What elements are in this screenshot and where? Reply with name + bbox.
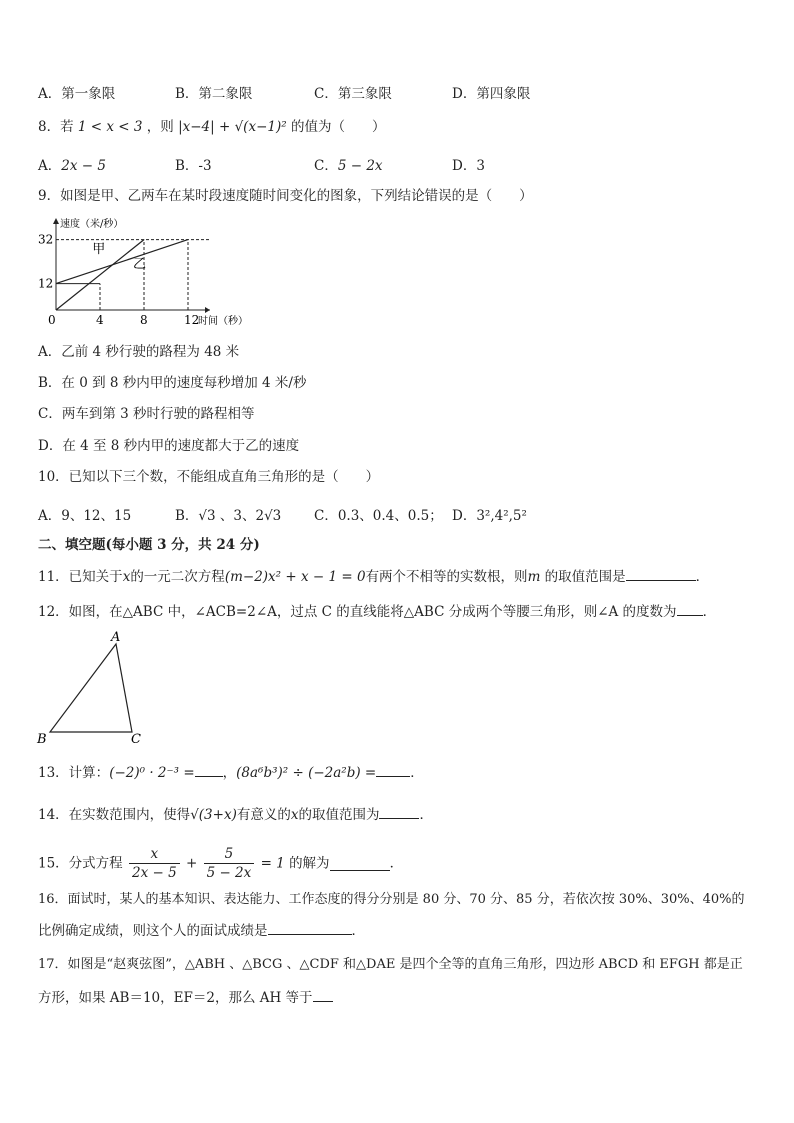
question-15 xyxy=(38,845,403,882)
y-axis-arrow xyxy=(53,218,59,224)
q10-option-d-value: 3²,4²,5² xyxy=(476,508,527,524)
q10-option-d xyxy=(452,504,527,524)
chart-series xyxy=(56,240,188,310)
q11-text-d: 的取值范围是 xyxy=(544,569,626,585)
question-16-line-1: 16．面试时，某人的基本知识、表达能力、工作态度的得分分别是 80 分、70 分、85 分，若依次按 30%、30%、40%的 xyxy=(38,892,745,907)
vertex-a-label: A xyxy=(111,630,121,645)
q10-option-d-label: D． xyxy=(452,508,477,524)
q14-end: ． xyxy=(419,807,433,823)
q8-prefix: 8．若 xyxy=(38,119,74,135)
question-9-stem: 9．如图是甲、乙两车在某时段速度随时间变化的图象，下列结论错误的是（ ） xyxy=(38,188,533,204)
q8-suffix: 的值为（ ） xyxy=(290,119,386,135)
series-label-1: 乙 xyxy=(133,257,147,273)
q17-text: 方形，如果 AB＝10，EF＝2，那么 AH 等于 xyxy=(38,990,313,1006)
q9-option-b: B．在 0 到 8 秒内甲的速度每秒增加 4 米/秒 xyxy=(38,375,307,391)
x-axis-arrow xyxy=(205,307,210,313)
vertex-c-label: C xyxy=(131,732,141,747)
q13-label: 13．计算： xyxy=(38,765,110,781)
q13-expression-2: (8a⁶b³)² ÷ (−2a²b) = xyxy=(236,765,377,781)
series-label-0: 甲 xyxy=(92,241,106,257)
q8-option-c-value: 5 − 2x xyxy=(337,158,383,174)
question-8 xyxy=(38,117,385,137)
q9-option-a: A．乙前 4 秒行驶的路程为 48 米 xyxy=(38,344,240,360)
q8-option-a-value: 2x − 5 xyxy=(61,158,106,174)
question-16-line-2 xyxy=(38,920,365,941)
q15-plus: + xyxy=(185,855,198,872)
q11-text-b: 的一元二次方程 xyxy=(130,569,225,585)
question-14 xyxy=(38,804,433,825)
q14-text-c: 的取值范围为 xyxy=(298,807,380,823)
q10-option-b xyxy=(175,504,281,524)
q14-var-x: x xyxy=(290,807,299,823)
x-tick-label-3: 12 xyxy=(184,313,200,327)
series-line-1 xyxy=(56,240,188,284)
chart-guides xyxy=(56,240,210,310)
q13-expression-1: (−2)⁰ · 2⁻³ = xyxy=(109,765,195,781)
question-13 xyxy=(38,762,424,783)
x-tick-label-0: 0 xyxy=(48,313,56,327)
q12-answer-blank[interactable] xyxy=(677,601,703,616)
q8-option-d: D．3 xyxy=(452,158,485,174)
q7-option-a: A．第一象限 xyxy=(38,86,116,102)
x-tick-label-1: 4 xyxy=(96,313,104,327)
q11-var-m: m xyxy=(527,569,541,585)
q11-equation: (m−2)x² + x − 1 = 0 xyxy=(224,569,366,585)
question-17-line-2 xyxy=(38,987,333,1008)
q16-text: 比例确定成绩，则这个人的面试成绩是 xyxy=(38,923,268,939)
q7-option-c: C．第三象限 xyxy=(314,86,392,102)
y-axis-title: 速度（米/秒） xyxy=(60,219,124,230)
q14-answer-blank[interactable] xyxy=(379,804,419,819)
q17-answer-blank[interactable] xyxy=(313,987,333,1002)
q15-equals: = 1 xyxy=(260,855,285,872)
q12-text: 12．如图，在△ABC 中，∠ACB=2∠A，过点 C 的直线能将△ABC 分成两个等腰三角形，则∠A 的度数为 xyxy=(38,604,677,620)
q13-end: ． xyxy=(410,765,424,781)
q13-answer-blank-2[interactable] xyxy=(376,762,410,777)
x-axis-title: 时间（秒） xyxy=(198,316,248,327)
q15-end: ． xyxy=(389,855,404,872)
q9-speed-time-chart xyxy=(30,214,250,330)
q13-separator: ， xyxy=(222,765,237,781)
q10-option-a: A．9、12、15 xyxy=(38,508,132,524)
q15-fraction-1-denominator: 2x − 5 xyxy=(129,863,180,882)
q11-var-x: x xyxy=(122,569,131,585)
q16-answer-blank[interactable] xyxy=(268,920,352,935)
y-tick-label-0: 12 xyxy=(38,276,54,291)
y-tick-label-1: 32 xyxy=(38,232,54,247)
q14-text-a: 14．在实数范围内，使得 xyxy=(38,807,191,823)
q11-answer-blank[interactable] xyxy=(626,566,696,581)
q13-answer-blank-1[interactable] xyxy=(195,762,223,777)
q8-condition: 1 < x < 3 xyxy=(77,119,143,135)
q8-option-a-label: A． xyxy=(38,158,62,174)
q15-text-a: 15．分式方程 xyxy=(38,855,123,872)
q15-fraction-2-denominator: 5 − 2x xyxy=(204,863,255,882)
q14-text-b: 有意义的 xyxy=(236,807,291,823)
q8-option-c-label: C． xyxy=(314,158,338,174)
q15-text-b: 的解为 xyxy=(289,855,330,872)
q16-end: ． xyxy=(351,923,365,939)
q9-option-d: D．在 4 至 8 秒内甲的速度都大于乙的速度 xyxy=(38,438,300,454)
question-10-stem: 10．已知以下三个数，不能组成直角三角形的是（ ） xyxy=(38,469,380,485)
question-12 xyxy=(38,601,716,622)
q11-text-c: 有两个不相等的实数根，则 xyxy=(365,569,528,585)
q15-fraction-1 xyxy=(129,845,180,882)
chart-axes xyxy=(53,218,210,313)
question-11 xyxy=(38,566,709,587)
q8-option-c xyxy=(314,154,383,174)
vertex-b-label: B xyxy=(37,732,47,747)
q11-end: ． xyxy=(695,569,710,585)
q7-option-b: B．第二象限 xyxy=(175,86,253,102)
q15-fraction-2-numerator: 5 xyxy=(224,846,234,862)
q10-option-c: C．0.3、0.4、0.5； xyxy=(314,508,443,524)
q15-fraction-2 xyxy=(204,845,255,882)
q10-option-b-value: √3 、3、2√3 xyxy=(198,508,282,524)
q7-option-d: D．第四象限 xyxy=(452,86,531,102)
q8-expression: |x−4| + √(x−1)² xyxy=(178,119,287,135)
q8-option-a xyxy=(38,154,106,174)
q10-option-b-label: B． xyxy=(175,508,199,524)
q9-option-c: C．两车到第 3 秒时行驶的路程相等 xyxy=(38,406,255,422)
q15-fraction-1-numerator: x xyxy=(150,846,159,862)
triangle-abc xyxy=(50,644,132,732)
q12-end: ． xyxy=(702,604,717,620)
question-17-line-1: 17．如图是“赵爽弦图”，△ABH 、△BCG 、△CDF 和△DAE 是四个全等的直角三角形，四边形 ABCD 和 EFGH 都是正 xyxy=(38,957,743,972)
q15-answer-blank[interactable] xyxy=(330,856,390,871)
q14-radical-expression: √(3+x) xyxy=(190,807,237,823)
q12-triangle-figure xyxy=(34,628,154,748)
section-2-heading: 二、填空题(每小题 3 分，共 24 分) xyxy=(38,537,260,553)
q11-text-a: 11．已知关于 xyxy=(38,569,123,585)
q8-mid: ，则 xyxy=(146,119,174,135)
q8-option-b: B．-3 xyxy=(175,158,212,174)
x-tick-label-2: 8 xyxy=(140,313,148,327)
